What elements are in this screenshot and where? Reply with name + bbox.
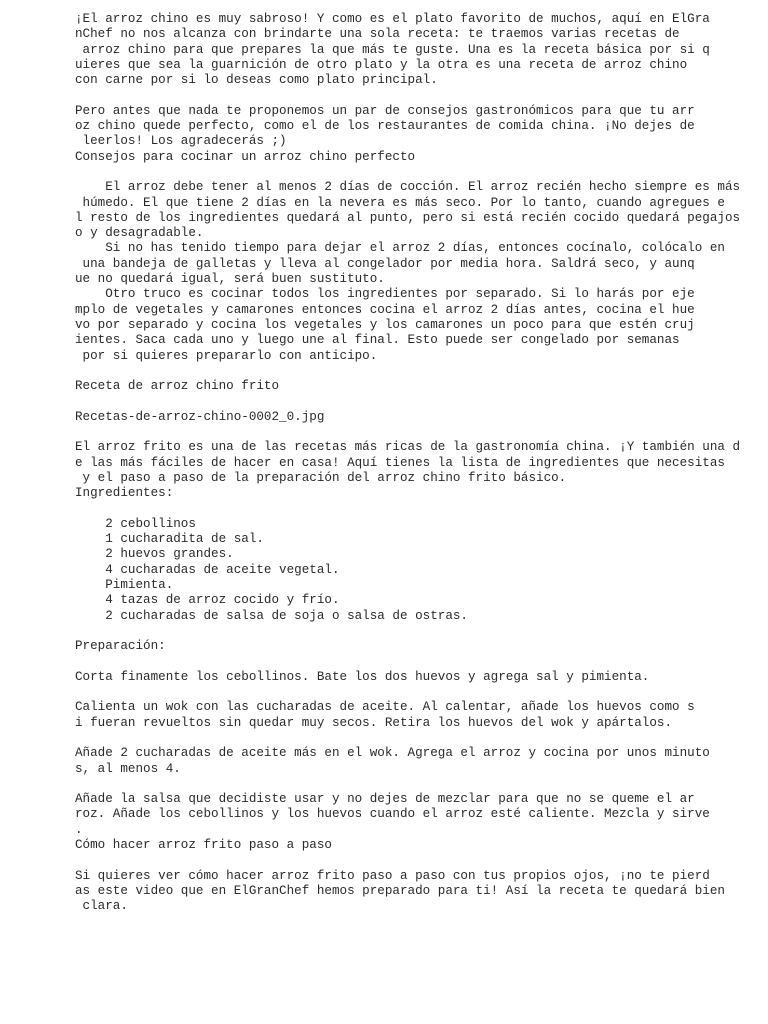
blank-line <box>75 777 755 792</box>
text-line: una bandeja de galletas y lleva al congelador por media hora. Saldrá seco, y aunq <box>75 256 695 271</box>
text-line: uieres que sea la guarnición de otro plato y la otra es una receta de arroz chino <box>75 57 688 72</box>
blank-line <box>75 502 755 517</box>
text-line: Si no has tenido tiempo para dejar el arroz 2 días, entonces cocínalo, colócalo en <box>75 241 725 256</box>
text-line: . <box>75 822 83 837</box>
text-line: El arroz frito es una de las recetas más ricas de la gastronomía china. ¡Y también una d <box>75 440 741 455</box>
text-line: Pimienta. <box>75 577 174 592</box>
text-line: Calienta un wok con las cucharadas de aceite. Al calentar, añade los huevos como s <box>75 700 695 715</box>
text-line: ue no quedará igual, será buen sustituto. <box>75 272 385 287</box>
text-line: nChef no nos alcanza con brindarte una sola receta: te traemos varias recetas de <box>75 27 680 42</box>
text-line: 4 tazas de arroz cocido y frío. <box>75 593 340 608</box>
text-line: Pero antes que nada te proponemos un par de consejos gastronómicos para que tu arr <box>75 103 695 118</box>
blank-line <box>75 165 755 180</box>
blank-line <box>75 364 755 379</box>
text-line: vo por separado y cocina los vegetales y los camarones un poco para que estén cruj <box>75 317 695 332</box>
text-line: húmedo. El que tiene 2 días en la nevera es más seco. Por lo tanto, cuando agregues e <box>75 195 725 210</box>
text-line: Corta finamente los cebollinos. Bate los dos huevos y agrega sal y pimienta. <box>75 669 650 684</box>
text-line: s, al menos 4. <box>75 761 181 776</box>
text-line: as este video que en ElGranChef hemos preparado para ti! Así la receta te quedará bien <box>75 883 725 898</box>
text-line: Consejos para cocinar un arroz chino perfecto <box>75 149 416 164</box>
text-line: 4 cucharadas de aceite vegetal. <box>75 562 340 577</box>
text-line: con carne por si lo deseas como plato principal. <box>75 73 438 88</box>
text-line: mplo de vegetales y camarones entonces cocina el arroz 2 días antes, cocina el hue <box>75 302 695 317</box>
text-line: i fueran revueltos sin quedar muy secos. Retira los huevos del wok y apártalos. <box>75 715 673 730</box>
text-line: El arroz debe tener al menos 2 días de cocción. El arroz recién hecho siempre es más <box>75 180 741 195</box>
text-line: arroz chino para que prepares la que más te guste. Una es la receta básica por si q <box>75 42 710 57</box>
text-line: l resto de los ingredientes quedará al punto, pero si está recién cocido quedará pegajos <box>75 210 741 225</box>
blank-line <box>75 624 755 639</box>
blank-line <box>75 685 755 700</box>
text-line: 2 cucharadas de salsa de soja o salsa de ostras. <box>75 608 468 623</box>
text-line: Receta de arroz chino frito <box>75 379 280 394</box>
text-line: 2 cebollinos <box>75 516 196 531</box>
text-line: Si quieres ver cómo hacer arroz frito paso a paso con tus propios ojos, ¡no te pierd <box>75 868 710 883</box>
text-line: Recetas-de-arroz-chino-0002_0.jpg <box>75 409 325 424</box>
blank-line <box>75 88 755 103</box>
text-line: roz. Añade los cebollinos y los huevos cuando el arroz esté caliente. Mezcla y sirve <box>75 807 710 822</box>
document-body <box>75 12 755 915</box>
text-line: 2 huevos grandes. <box>75 547 234 562</box>
text-line: o y desagradable. <box>75 226 204 241</box>
text-line: y el paso a paso de la preparación del arroz chino frito básico. <box>75 470 567 485</box>
text-line: e las más fáciles de hacer en casa! Aquí tienes la lista de ingredientes que necesitas <box>75 455 725 470</box>
text-line: 1 cucharadita de sal. <box>75 532 264 547</box>
text-line: Ingredientes: <box>75 486 174 501</box>
blank-line <box>75 425 755 440</box>
blank-line <box>75 731 755 746</box>
text-line: ¡El arroz chino es muy sabroso! Y como es el plato favorito de muchos, aquí en ElGra <box>75 12 710 26</box>
text-line: Añade 2 cucharadas de aceite más en el wok. Agrega el arroz y cocina por unos minuto <box>75 746 710 761</box>
text-line: Otro truco es cocinar todos los ingredientes por separado. Si lo harás por eje <box>75 287 695 302</box>
text-line: Preparación: <box>75 639 166 654</box>
blank-line <box>75 654 755 669</box>
text-line: Añade la salsa que decidiste usar y no dejes de mezclar para que no se queme el ar <box>75 792 695 807</box>
text-line: por si quieres prepararlo con anticipo. <box>75 348 378 363</box>
text-line: oz chino quede perfecto, como el de los restaurantes de comida china. ¡No dejes de <box>75 119 695 134</box>
text-line: Cómo hacer arroz frito paso a paso <box>75 838 332 853</box>
blank-line <box>75 853 755 868</box>
text-line: leerlos! Los agradecerás ;) <box>75 134 287 149</box>
text-line: ientes. Saca cada uno y luego une al final. Esto puede ser congelado por semanas <box>75 333 680 348</box>
blank-line <box>75 394 755 409</box>
text-line: clara. <box>75 899 128 914</box>
